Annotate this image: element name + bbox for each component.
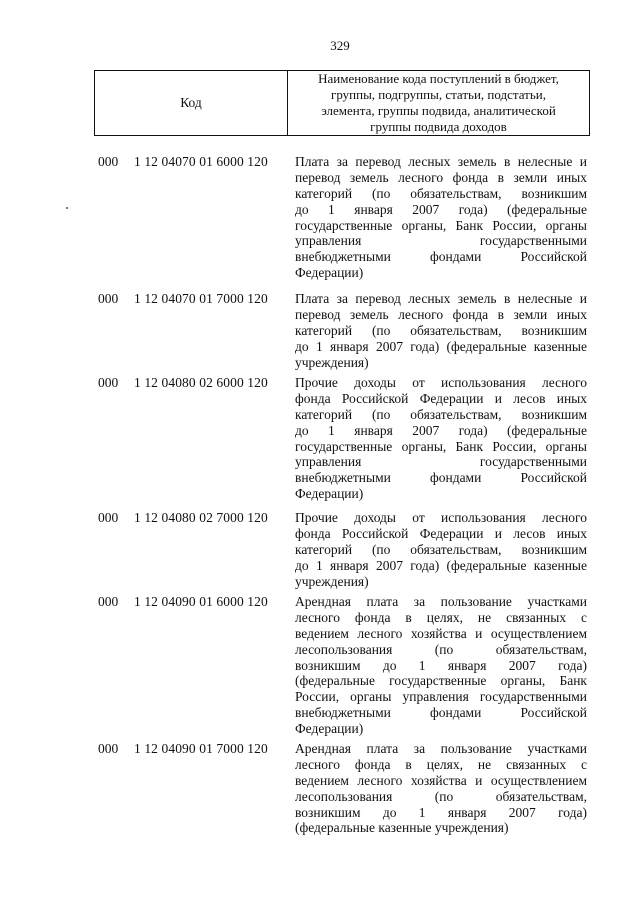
revenue-name <box>295 741 587 836</box>
revenue-code: 1 12 04090 01 7000 120 <box>134 741 268 756</box>
header-name-label <box>288 71 589 135</box>
revenue-name-line: до 1 января 2007 года) (федеральные казенные <box>295 557 587 573</box>
revenue-name-line: категорий (по обязательствам, возникшим <box>295 406 587 422</box>
table-row <box>98 291 587 370</box>
revenue-name-line: возникшим до 1 января 2007 года) <box>295 657 587 673</box>
admin-code: 000 <box>98 510 119 525</box>
admin-code: 000 <box>98 291 119 306</box>
revenue-name-line: управления государственными <box>295 454 587 470</box>
revenue-name-line: государственные органы, Банк России, органы <box>295 438 587 454</box>
table-row <box>98 510 587 589</box>
revenue-name-line: категорий (по обязательствам, возникшим <box>295 322 587 338</box>
revenue-code: 1 12 04070 01 7000 120 <box>134 291 268 306</box>
revenue-name-line: ведением лесного хозяйства и осуществлением <box>295 625 587 641</box>
header-code-label: Код <box>95 71 288 135</box>
table-row <box>98 741 587 836</box>
table-row <box>98 375 587 502</box>
revenue-name-line: Федерации) <box>295 265 364 281</box>
page-number: 329 <box>330 38 350 53</box>
revenue-name-line: управления государственными <box>295 233 587 249</box>
revenue-code: 1 12 04090 01 6000 120 <box>134 594 268 609</box>
revenue-name-line: Прочие доходы от использования лесного <box>295 510 587 525</box>
revenue-name-line: категорий (по обязательствам, возникшим <box>295 185 587 201</box>
revenue-name-line: возникшим до 1 января 2007 года) <box>295 804 587 820</box>
revenue-name-line: до 1 января 2007 года) (федеральные <box>295 422 587 438</box>
revenue-name-line: учреждения) <box>295 573 369 589</box>
table-row <box>98 154 587 281</box>
admin-code: 000 <box>98 594 119 609</box>
revenue-name-line: перевод земель лесного фонда в земли иных <box>295 169 587 185</box>
revenue-code: 1 12 04080 02 6000 120 <box>134 375 268 390</box>
revenue-code: 1 12 04080 02 7000 120 <box>134 510 268 525</box>
admin-code: 000 <box>98 375 119 390</box>
revenue-name-line: России, органы управления государственными <box>295 689 587 705</box>
revenue-name-line: до 1 января 2007 года) (федеральные <box>295 201 587 217</box>
revenue-name-line: внебюджетными фондами Российской <box>295 249 587 265</box>
revenue-name-line: Прочие доходы от использования лесного <box>295 375 587 390</box>
table-header <box>94 70 590 136</box>
revenue-name-line: до 1 января 2007 года) (федеральные казенные <box>295 338 587 354</box>
scan-speck <box>66 207 68 209</box>
revenue-name-line: лесопользования (по обязательствам, <box>295 788 587 804</box>
revenue-name-line: Арендная плата за пользование участками <box>295 741 587 756</box>
revenue-name-line: фонда Российской Федерации и лесов иных <box>295 525 587 541</box>
revenue-name <box>295 510 587 589</box>
revenue-name <box>295 291 587 370</box>
revenue-name <box>295 375 587 502</box>
table-row <box>98 594 587 737</box>
revenue-name <box>295 594 587 737</box>
revenue-name-line: перевод земель лесного фонда в земли иных <box>295 306 587 322</box>
revenue-name-line: внебюджетными фондами Российской <box>295 470 587 486</box>
revenue-name-line: категорий (по обязательствам, возникшим <box>295 541 587 557</box>
revenue-name-line: Плата за перевод лесных земель в нелесные и <box>295 154 587 169</box>
revenue-name-line: учреждения) <box>295 354 369 370</box>
header-name-line: группы, подгруппы, статьи, подстатьи, <box>331 87 546 102</box>
revenue-name-line: ведением лесного хозяйства и осуществлением <box>295 772 587 788</box>
revenue-name-line: Плата за перевод лесных земель в нелесные и <box>295 291 587 306</box>
admin-code: 000 <box>98 741 119 756</box>
revenue-name-line: Арендная плата за пользование участками <box>295 594 587 609</box>
revenue-name-line: (федеральные государственные органы, Банк <box>295 673 587 689</box>
revenue-name-line: лесного фонда в целях, не связанных с <box>295 609 587 625</box>
revenue-name-line: (федеральные казенные учреждения) <box>295 820 509 836</box>
revenue-name-line: Федерации) <box>295 721 364 737</box>
revenue-name <box>295 154 587 281</box>
revenue-name-line: Федерации) <box>295 486 364 502</box>
revenue-code: 1 12 04070 01 6000 120 <box>134 154 268 169</box>
header-name-line: Наименование кода поступлений в бюджет, <box>318 71 559 86</box>
header-name-line: группы подвида доходов <box>370 119 507 134</box>
revenue-name-line: лесопользования (по обязательствам, <box>295 641 587 657</box>
revenue-name-line: фонда Российской Федерации и лесов иных <box>295 390 587 406</box>
header-name-line: элемента, группы подвида, аналитической <box>321 103 556 118</box>
revenue-name-line: государственные органы, Банк России, органы <box>295 217 587 233</box>
revenue-name-line: лесного фонда в целях, не связанных с <box>295 756 587 772</box>
revenue-name-line: внебюджетными фондами Российской <box>295 705 587 721</box>
admin-code: 000 <box>98 154 119 169</box>
